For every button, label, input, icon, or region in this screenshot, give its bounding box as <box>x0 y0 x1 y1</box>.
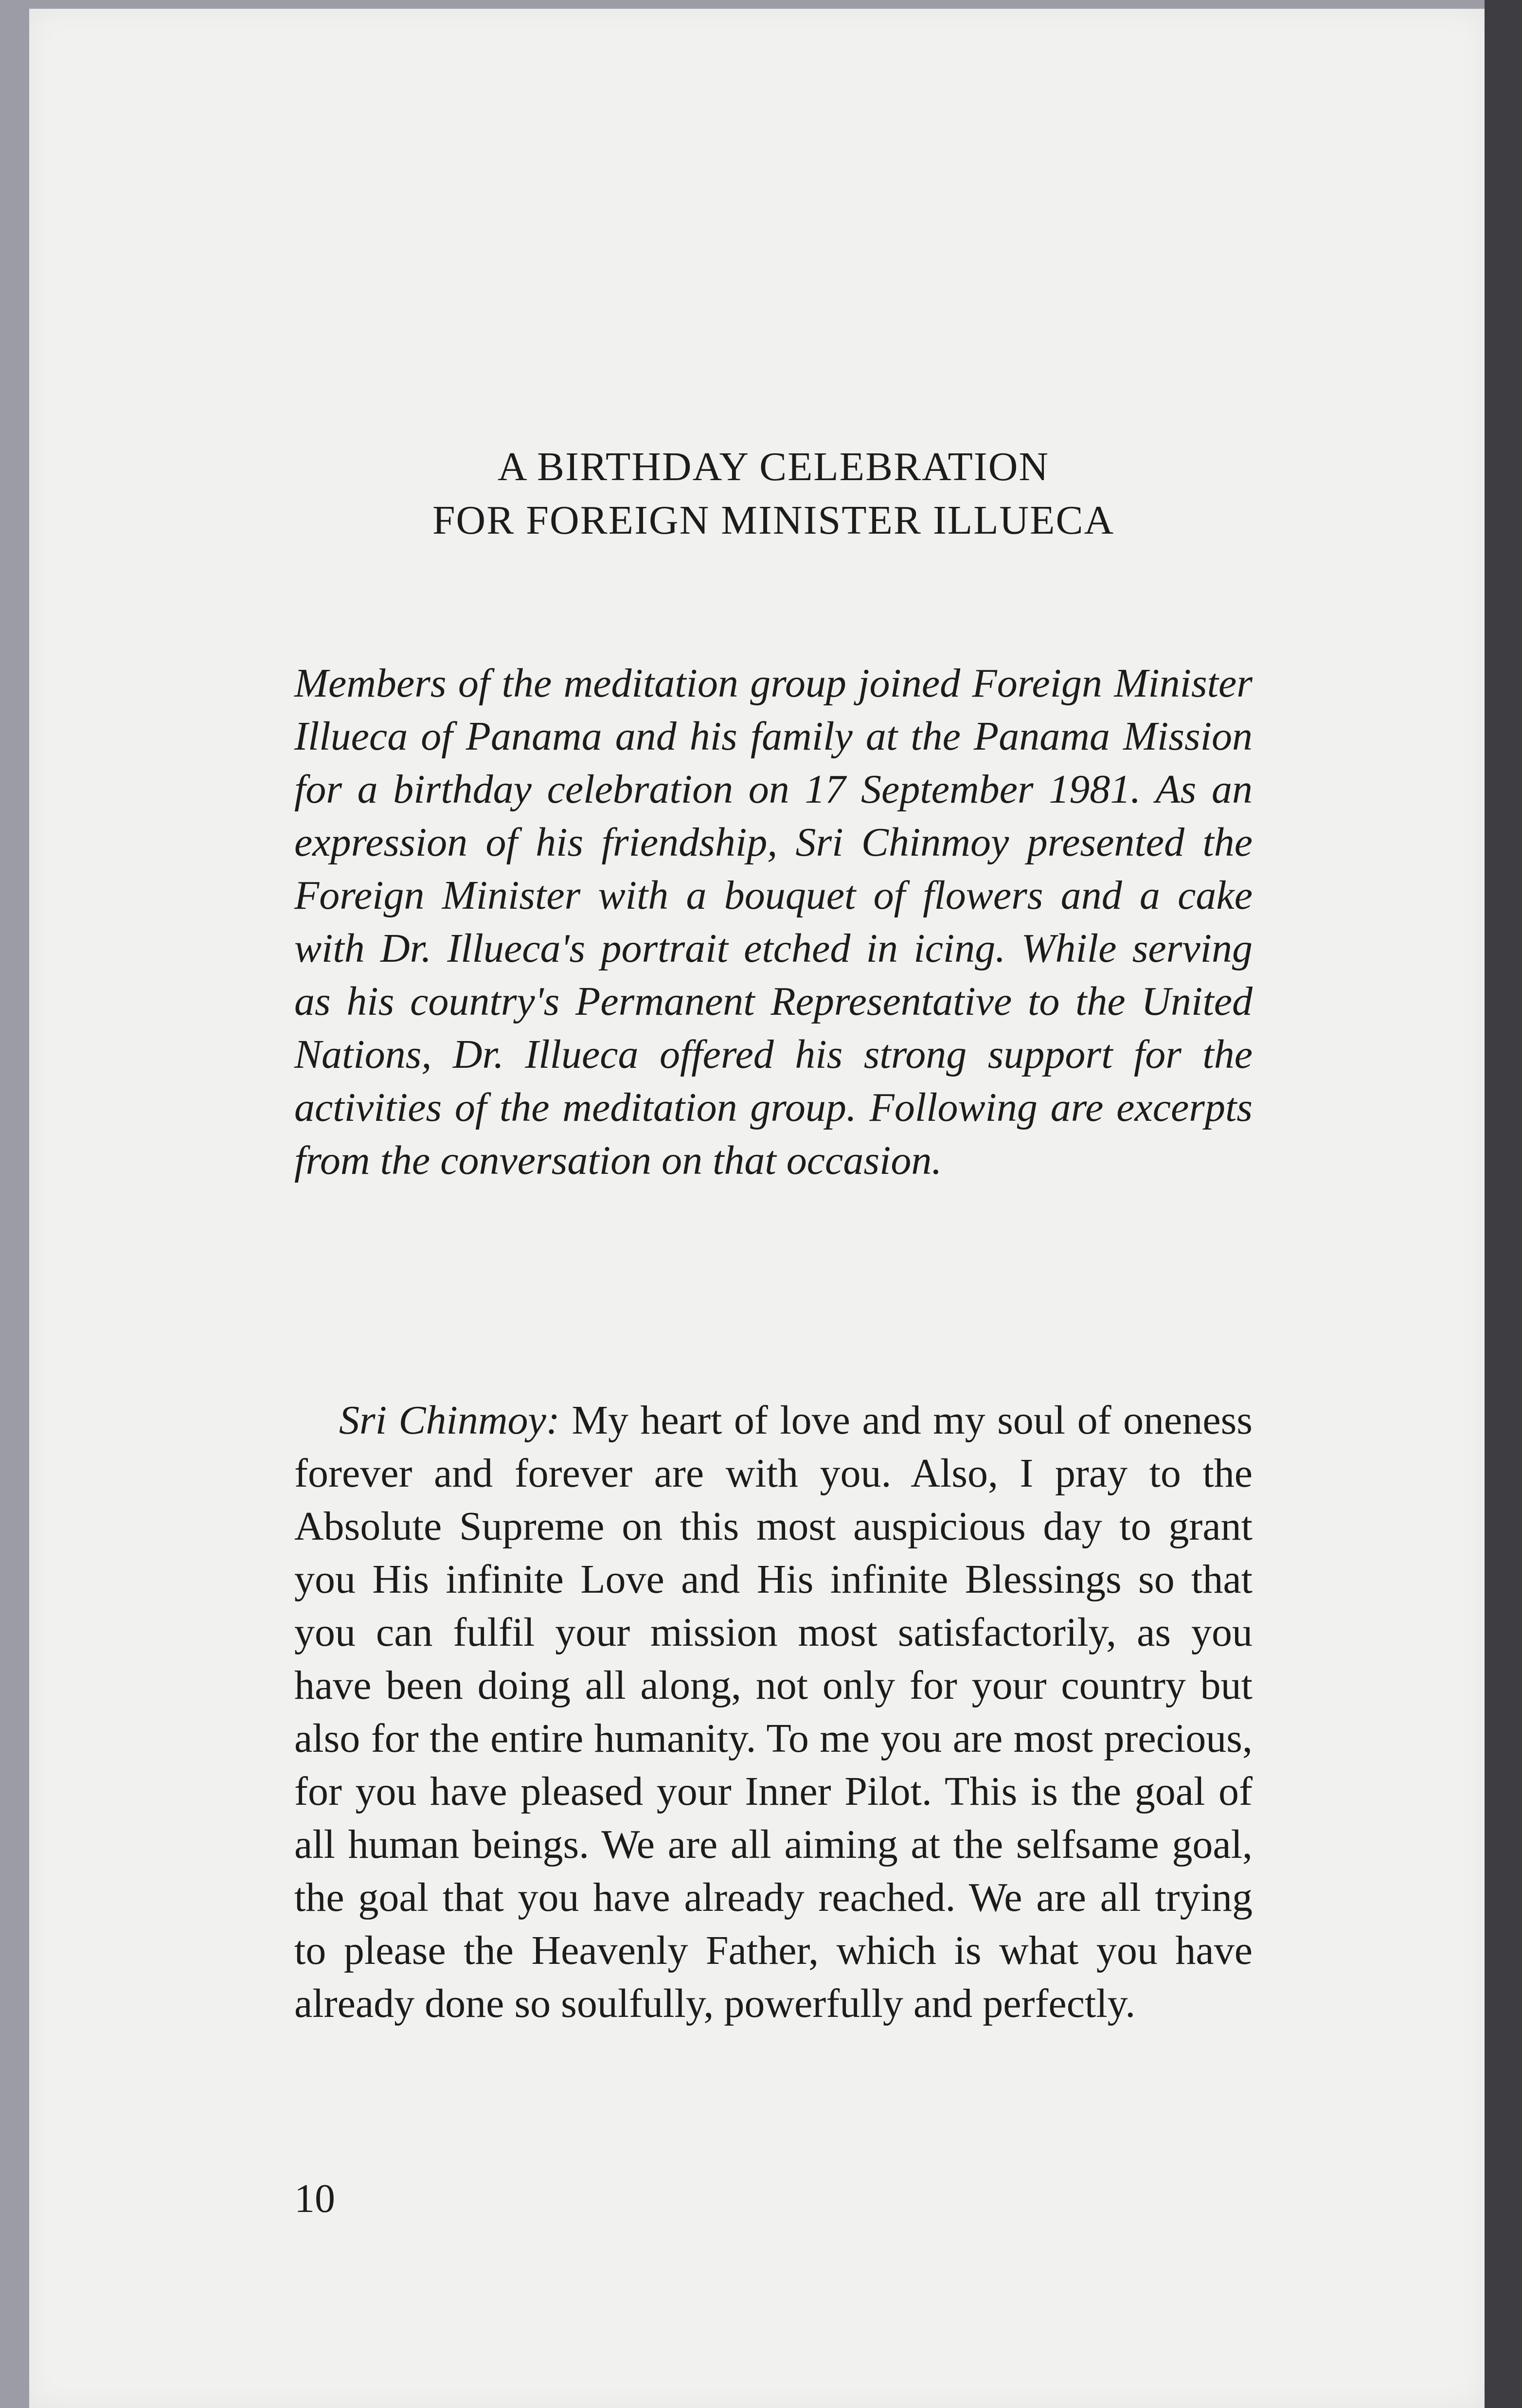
book-page <box>29 9 1485 2408</box>
page-edge-shadow <box>1485 0 1522 2408</box>
dialogue-paragraph <box>294 1394 1253 2030</box>
page-number: 10 <box>294 2176 335 2221</box>
title-line-1: A BIRTHDAY CELEBRATION <box>497 444 1050 489</box>
dialogue-body <box>294 1394 1253 2030</box>
intro-text: Members of the meditation group joined Foreign Minister Illueca of Panama and his family at the Panama Mission for a birthday celebration on 17 September 1981. As an expression of his friendship, Sri Chinmoy presented the Foreign Minister with a bouquet of flowers and a cake with Dr. Illueca's portrait etched in icing. While serving as his country's Permanent Representative to the United Nations, Dr. Illueca offered his strong support for the activities of the meditation group. Following are excerpts from the conversation on that occasion. <box>294 661 1253 1183</box>
speaker-label: Sri Chinmoy: <box>339 1398 560 1443</box>
dialogue-text: My heart of love and my soul of oneness forever and forever are with you. Also, I pray to the Absolute Supreme on this most auspicious day to grant you His infinite Love and His infinite Blessings so that you can fulfil your mission most satisfactorily, as you have been doing all along, not only for your country but also for the entire humanity. To me you are most precious, for you have pleased your Inner Pilot. This is the goal of all human beings. We are all aiming at the selfsame goal, the goal that you have already reached. We are all trying to please the Heavenly Father, which is what you have already done so soulfully, powerfully and perfectly. <box>294 1398 1253 2026</box>
page-title <box>282 440 1265 547</box>
title-line-2: FOR FOREIGN MINISTER ILLUECA <box>432 498 1115 543</box>
intro-paragraph <box>294 657 1253 1187</box>
